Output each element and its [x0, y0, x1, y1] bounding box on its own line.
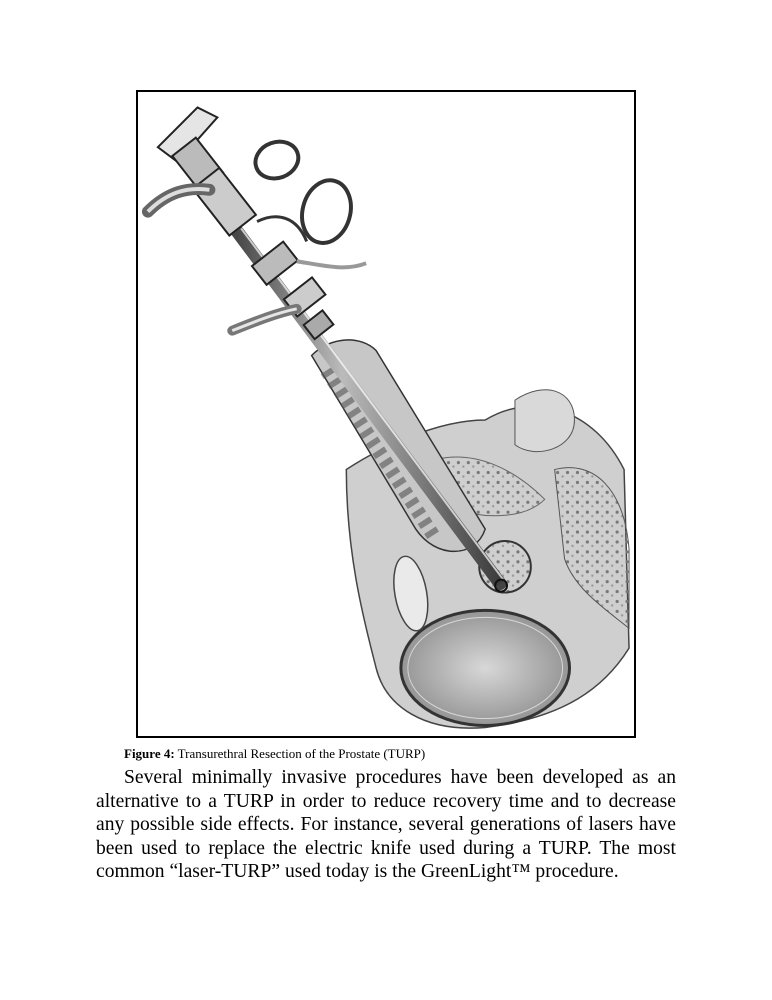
body-paragraph: Several minimally invasive procedures have been developed as an alternative to a TURP in order to reduce recovery time and to decrease any possible side effects. For instance, several generations of lasers have been used to replace the electric knife used during a TURP. The most common “laser-TURP” used today is the GreenLight™ procedure.: [96, 767, 676, 883]
figure-caption-label: Figure 4:: [124, 746, 175, 761]
turp-illustration: [138, 92, 634, 736]
bladder: [401, 610, 570, 725]
figure-illustration-frame: [136, 90, 636, 738]
figure-caption-text: Transurethral Resection of the Prostate (TURP): [174, 746, 426, 761]
figure-caption: [124, 746, 425, 762]
resectoscope: [148, 107, 507, 591]
